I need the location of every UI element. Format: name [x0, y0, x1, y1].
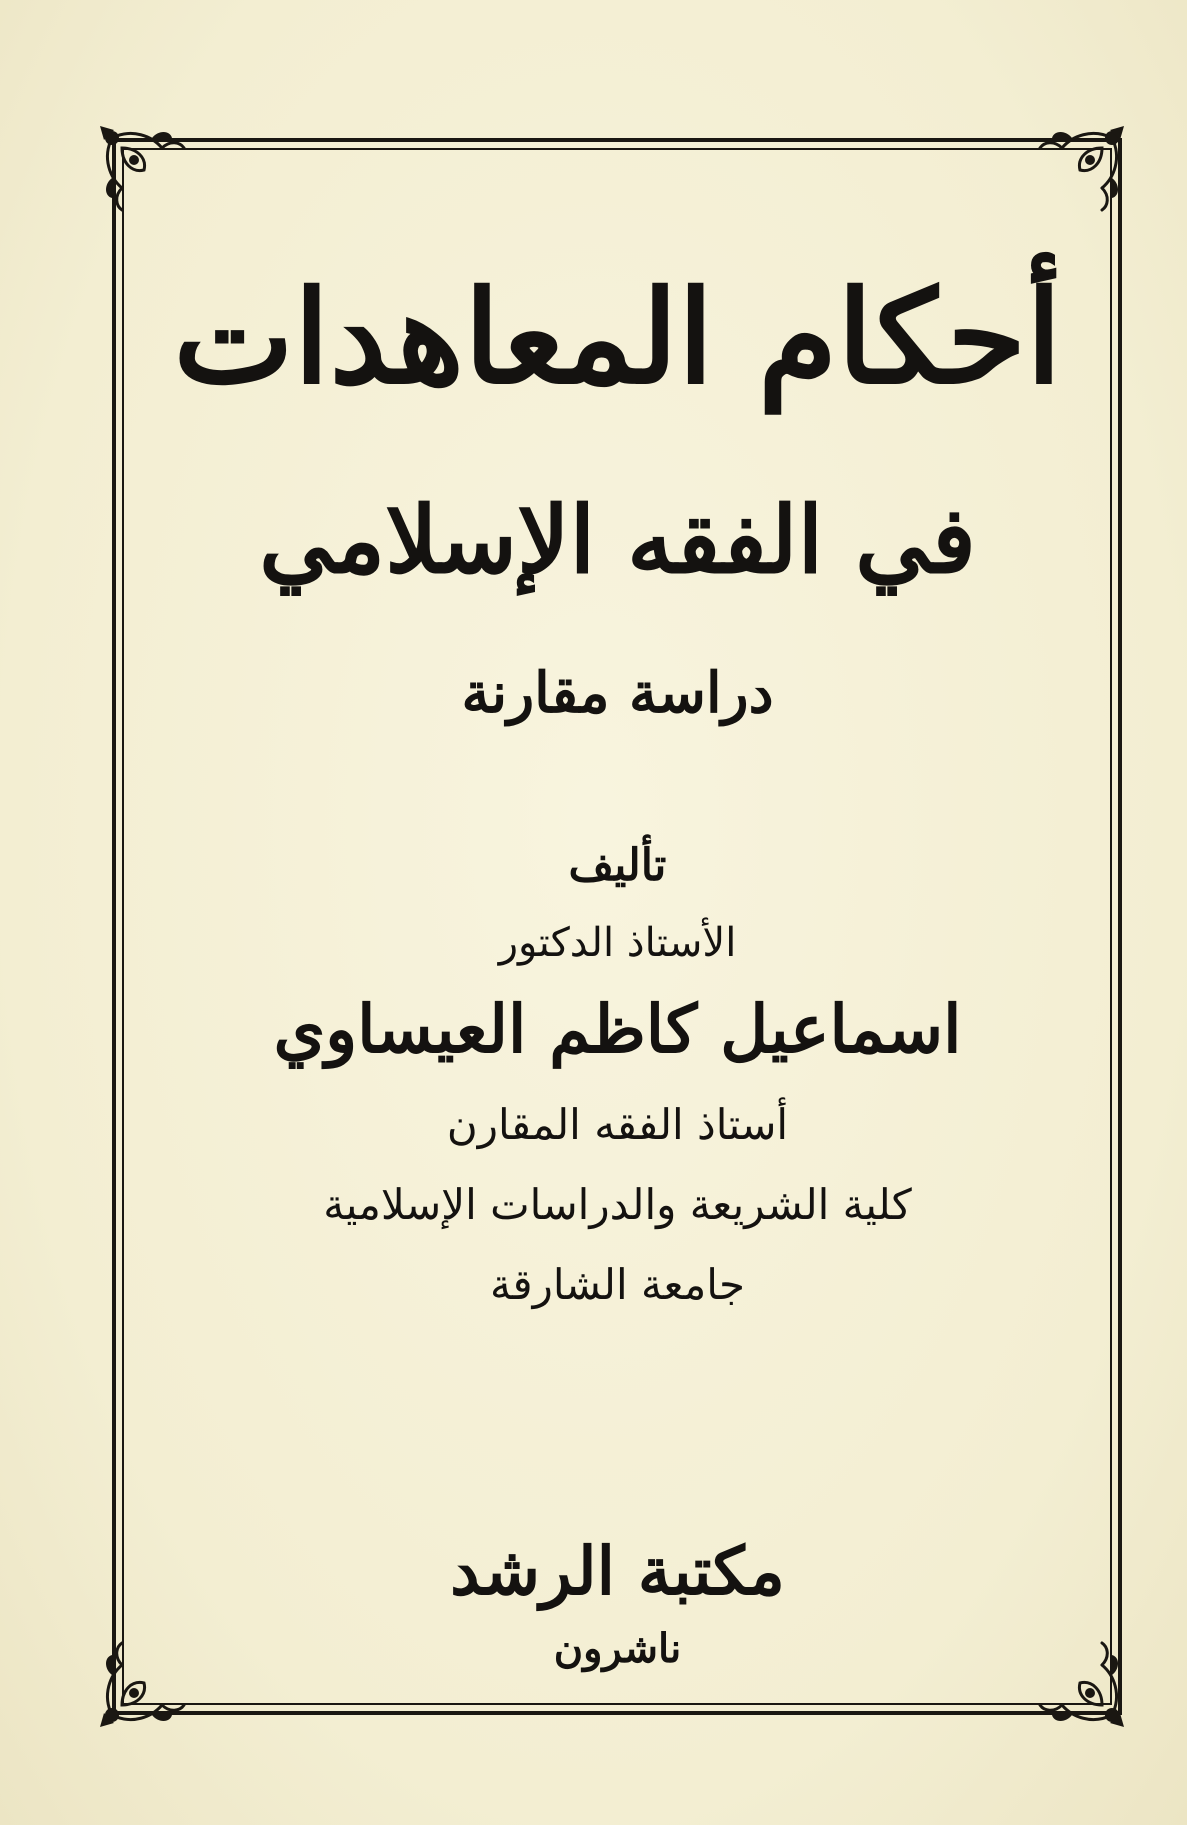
- university-name: جامعة الشارقة: [490, 1260, 745, 1309]
- study-type: دراسة مقارنة: [461, 660, 774, 726]
- publisher-name: مكتبة الرشد: [450, 1532, 785, 1610]
- author-position: أستاذ الفقه المقارن: [446, 1100, 789, 1149]
- author-degree: الأستاذ الدكتور: [498, 920, 737, 966]
- book-subtitle: في الفقه الإسلامي: [259, 486, 976, 594]
- book-title: أحكام المعاهدات: [173, 263, 1062, 413]
- publisher-role: ناشرون: [553, 1625, 682, 1672]
- floral-corner-icon: [1022, 118, 1132, 228]
- authorship-label: تأليف: [568, 840, 667, 891]
- college-name: كلية الشريعة والدراسات الإسلامية: [323, 1180, 912, 1229]
- author-name: اسماعيل كاظم العيساوي: [273, 990, 962, 1068]
- floral-corner-icon: [92, 118, 202, 228]
